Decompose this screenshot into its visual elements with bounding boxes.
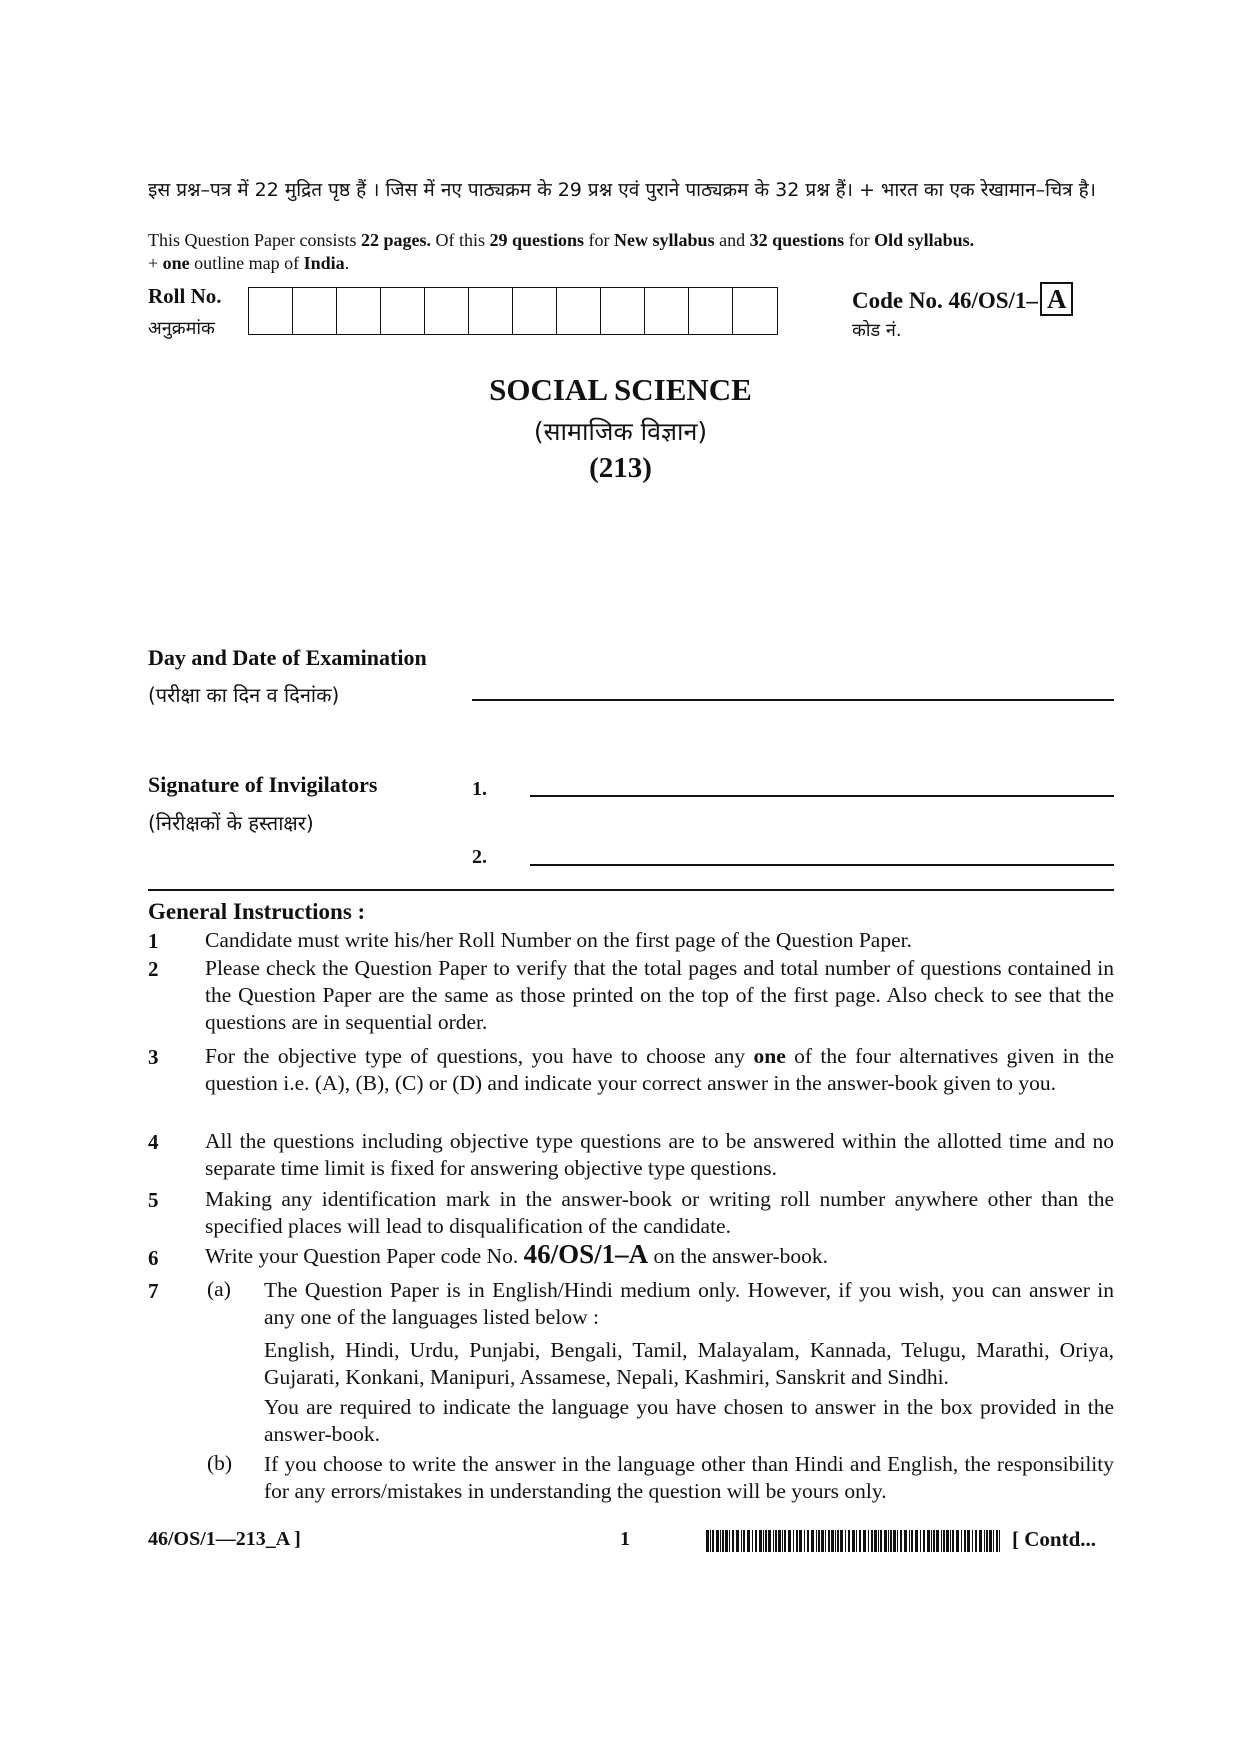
note-bold: New syllabus — [614, 230, 715, 250]
exam-date-line[interactable] — [472, 699, 1114, 701]
instruction-text-part: of the four alternatives given in the question i.e. (A), (B), (C) or (D) and indicate your correct answer in the answer-book given to you. — [205, 1044, 1114, 1095]
code-number-text: Code No. 46/OS/1– — [852, 288, 1038, 313]
code-letter-box: A — [1040, 282, 1074, 316]
barcode-icon — [706, 1530, 1000, 1552]
exam-date-label: Day and Date of Examination — [148, 645, 427, 670]
instruction-number: 2 — [148, 957, 159, 981]
note-bold: Old syllabus. — [874, 230, 975, 250]
note-bold: India — [303, 253, 345, 273]
sub-instruction-text: If you choose to write the answer in the language other than Hindi and English, the responsibility for any errors/mistakes in understanding the question will be yours only. — [264, 1452, 1114, 1503]
note-text: + — [148, 253, 163, 273]
note-bold: one — [162, 253, 190, 273]
instruction-text — [205, 1043, 1114, 1097]
instruction-number: 1 — [148, 929, 159, 953]
roll-number-cell[interactable] — [645, 288, 689, 334]
note-text: . — [344, 253, 350, 273]
subject-title: SOCIAL SCIENCE — [489, 372, 752, 407]
roll-number-cell[interactable] — [513, 288, 557, 334]
roll-number-cell[interactable] — [469, 288, 513, 334]
note-text: for — [844, 230, 875, 250]
instruction-text: Making any identification mark in the answer-book or writing roll number anywhere other than the specified places will lead to disqualification of the candidate. — [205, 1187, 1114, 1238]
header-hindi-note: इस प्रश्न–पत्र में 22 मुद्रित पृष्ठ हैं । जिस में नए पाठ्यक्रम के 29 प्रश्न एवं पुराने पाठ्यक्रम के 32 प्रश्न हैं। + भारत का एक रेखामान–चित्र है। — [148, 179, 1096, 201]
instruction-text-part: on the answer-book. — [648, 1244, 828, 1268]
roll-number-label: Roll No. — [148, 284, 222, 308]
note-text: Of this — [431, 230, 490, 250]
sub-instruction-text: You are required to indicate the language you have chosen to answer in the box provided in the answer-book. — [264, 1395, 1114, 1446]
section-divider — [148, 889, 1114, 891]
instruction-text: All the questions including objective type questions are to be answered within the allotted time and no separate time limit is fixed for answering objective type questions. — [205, 1129, 1114, 1180]
code-number — [852, 282, 1073, 316]
roll-number-cell[interactable] — [249, 288, 293, 334]
footer-paper-code: 46/OS/1—213_A ] — [148, 1528, 301, 1550]
signature-number-1: 1. — [472, 778, 487, 800]
roll-number-boxes[interactable] — [248, 287, 778, 335]
roll-number-cell[interactable] — [337, 288, 381, 334]
instruction-text: Candidate must write his/her Roll Number on the first page of the Question Paper. — [205, 928, 912, 952]
signature-number-2: 2. — [472, 846, 487, 868]
note-text: for — [584, 230, 615, 250]
invigilator-signature-label-hindi: (निरीक्षकों के हस्ताक्षर) — [148, 811, 314, 835]
roll-number-cell[interactable] — [425, 288, 469, 334]
sub-instruction-text: The Question Paper is in English/Hindi medium only. However, if you wish, you can answer in any one of the languages listed below : — [264, 1278, 1114, 1329]
code-number-label-hindi: कोड नं. — [852, 320, 902, 341]
note-bold: 22 pages. — [361, 230, 432, 250]
roll-number-label-hindi: अनुक्रमांक — [148, 318, 215, 339]
note-bold: 32 questions — [749, 230, 845, 250]
instruction-number: 4 — [148, 1130, 159, 1154]
instruction-text-part: Write your Question Paper code No. — [205, 1244, 524, 1268]
sub-instruction-label: (a) — [207, 1277, 231, 1301]
languages-list: English, Hindi, Urdu, Punjabi, Bengali, Tamil, Malayalam, Kannada, Telugu, Marathi, Oriya, Gujarati, Konkani, Manipuri, Assamese, Nepali, Kashmiri, Sanskrit and Sindhi. — [264, 1338, 1114, 1389]
instruction-number: 3 — [148, 1045, 159, 1069]
instructions-heading: General Instructions : — [148, 899, 366, 924]
instruction-text — [205, 1241, 1114, 1270]
page-number: 1 — [620, 1528, 630, 1550]
header-english-note — [148, 229, 1114, 275]
instruction-text: Please check the Question Paper to verify that the total pages and total number of questions contained in the Question Paper are the same as those printed on the top of the first page. Also check to see that the questions are in sequential order. — [205, 956, 1114, 1034]
subject-code: (213) — [589, 452, 652, 484]
instruction-number: 5 — [148, 1188, 159, 1212]
invigilator-signature-label: Signature of Invigilators — [148, 772, 378, 797]
roll-number-cell[interactable] — [293, 288, 337, 334]
signature-line-1[interactable] — [530, 795, 1114, 797]
instruction-number: 6 — [148, 1246, 159, 1270]
instruction-number: 7 — [148, 1279, 159, 1303]
roll-number-cell[interactable] — [557, 288, 601, 334]
sub-instruction-label: (b) — [207, 1451, 233, 1475]
roll-number-cell[interactable] — [601, 288, 645, 334]
roll-number-cell[interactable] — [733, 288, 777, 334]
note-text: This Question Paper consists — [148, 230, 361, 250]
subject-title-hindi: (सामाजिक विज्ञान) — [533, 417, 708, 446]
instruction-text-bold: one — [753, 1044, 786, 1068]
continued-marker: [ Contd... — [1012, 1527, 1097, 1551]
note-text: and — [714, 230, 750, 250]
instruction-text-part: For the objective type of questions, you have to choose any — [205, 1044, 754, 1068]
exam-date-label-hindi: (परीक्षा का दिन व दिनांक) — [148, 683, 340, 707]
note-text: outline map of — [189, 253, 304, 273]
signature-line-2[interactable] — [530, 864, 1114, 866]
note-bold: 29 questions — [489, 230, 585, 250]
roll-number-cell[interactable] — [381, 288, 425, 334]
paper-code-inline: 46/OS/1–A — [523, 1239, 649, 1269]
roll-number-cell[interactable] — [689, 288, 733, 334]
